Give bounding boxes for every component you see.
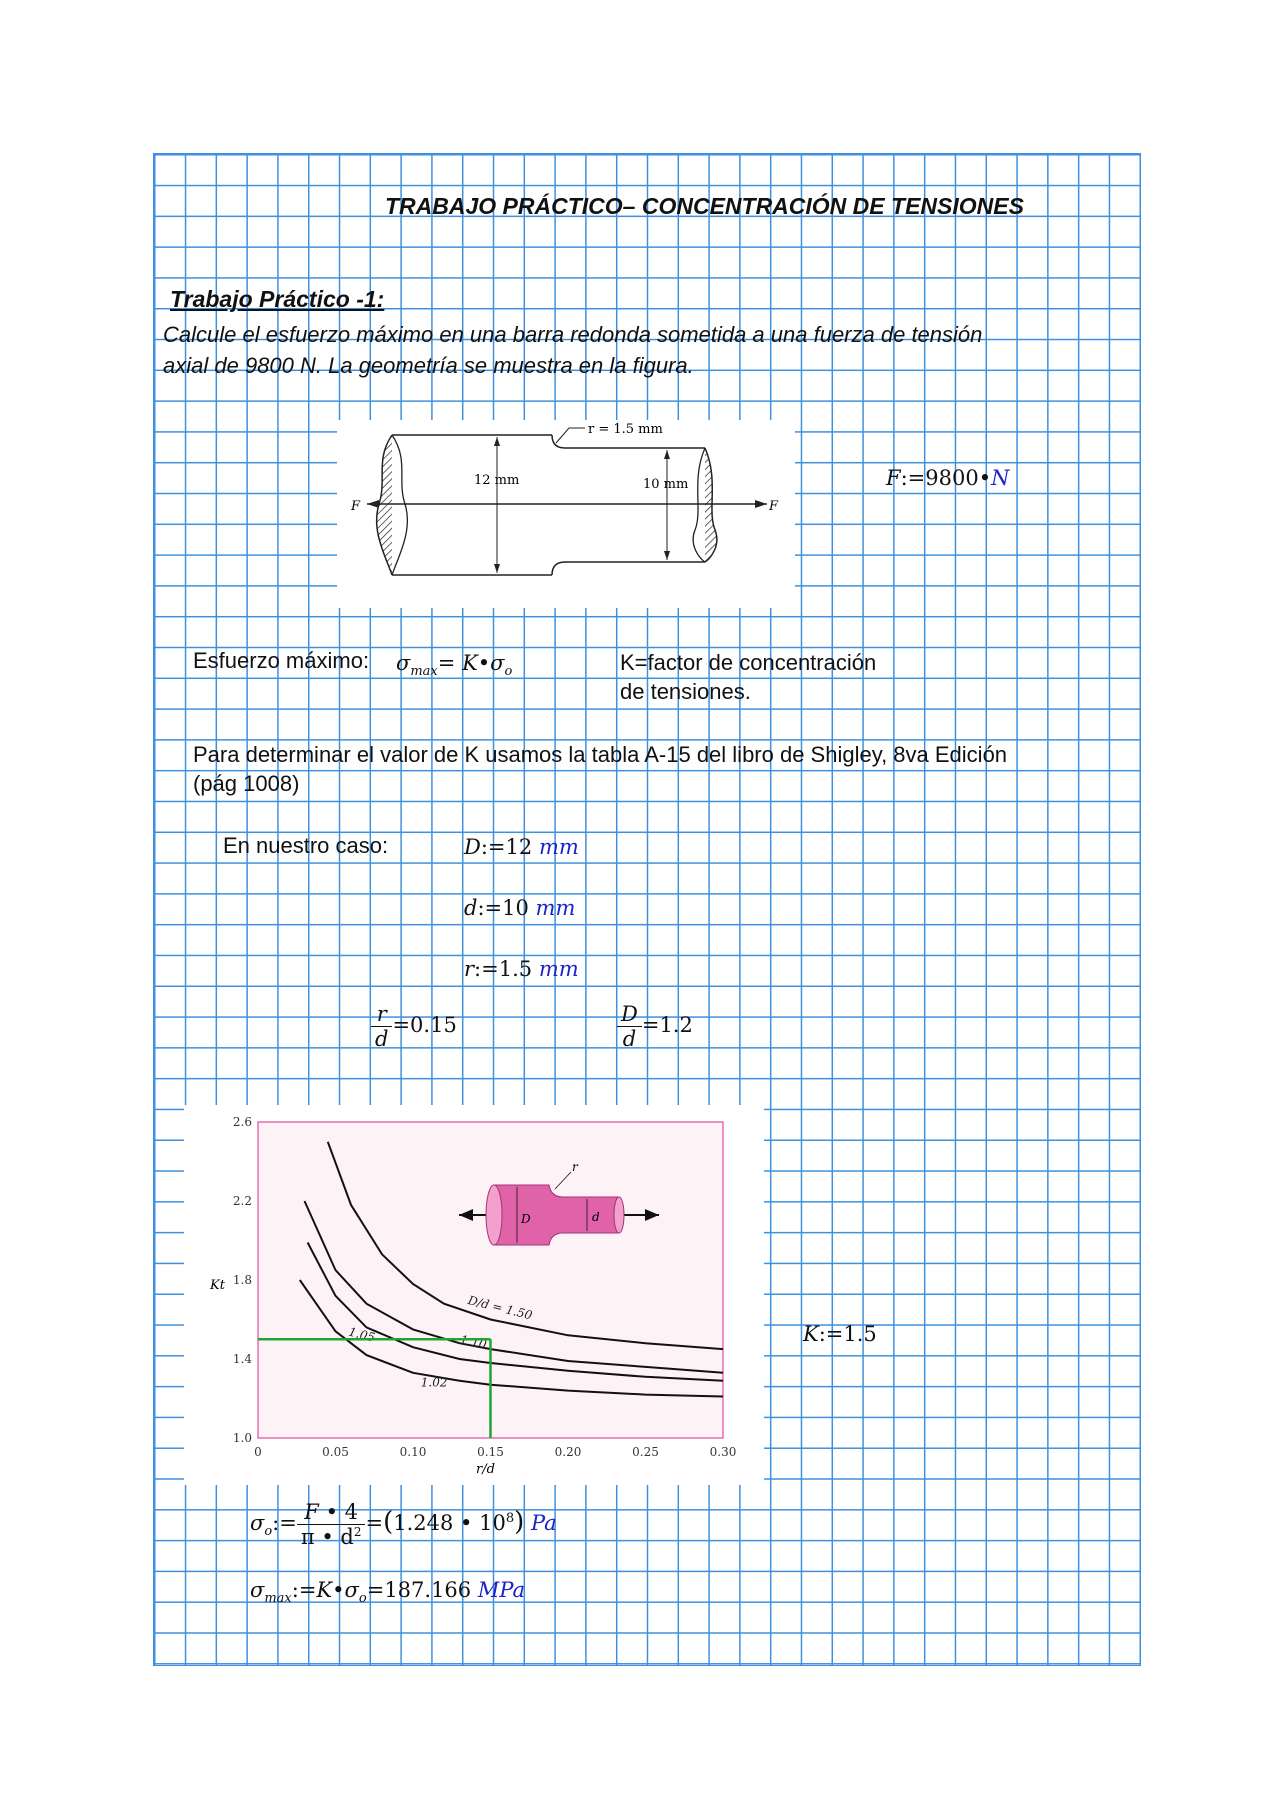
x-tick-label: 0.15 — [477, 1445, 504, 1459]
y-tick-label: 1.0 — [232, 1431, 252, 1445]
D-expression: D:=12 mm — [464, 835, 579, 859]
x-tick-label: 0.05 — [322, 1445, 349, 1459]
big-diameter-label: 12 mm — [474, 473, 520, 488]
curve-annotation: D/d = 1.50 — [466, 1293, 534, 1323]
x-tick-label: 0.30 — [709, 1445, 737, 1459]
k-definition-line-1: K=factor de concentración — [620, 650, 877, 675]
table-reference-line-1: Para determinar el valor de K usamos la tabla A-15 del libro de Shigley, 8va Edición — [193, 742, 1008, 767]
left-section-hatch — [377, 435, 392, 575]
y-tick-label: 1.8 — [232, 1273, 252, 1287]
inset-d-label: d — [592, 1210, 600, 1224]
right-arrow-head — [755, 500, 767, 508]
sigma-o-expression: $\sigma_o:=$ $\frac{F • 4}{\pi • d^2}$ =(1.248 • $10^8$) Pa — [250, 1500, 557, 1549]
y-tick-label: 2.6 — [232, 1115, 252, 1129]
x-tick-label: 0.10 — [399, 1445, 427, 1459]
left-arrow-head — [367, 500, 379, 508]
esfuerzo-label: Esfuerzo máximo: — [193, 648, 370, 673]
shaft-figure — [337, 420, 795, 608]
ratio-D-d: $\frac{D}{d}$ =1.2 — [617, 1002, 693, 1051]
problem-statement — [163, 319, 1063, 381]
y-tick-label: 1.4 — [232, 1352, 252, 1366]
shaft-figure-drawing — [337, 420, 795, 608]
small-diameter-label: 10 mm — [643, 477, 689, 492]
curve-annotation: 1.05 — [347, 1324, 377, 1345]
ratio-r-d: $\frac{r}{d}$ =0.15 — [371, 1002, 457, 1051]
force-left-label: F — [351, 499, 361, 514]
right-section-hatch — [705, 448, 717, 562]
K-expression: K:=1.5 — [803, 1322, 877, 1346]
statement-line-2: axial de 9800 N. La geometría se muestra en la figura. — [163, 353, 694, 378]
radius-label: r = 1.5 mm — [588, 422, 663, 437]
caso-label: En nuestro caso: — [223, 833, 389, 858]
x-tick-label: 0.25 — [632, 1445, 659, 1459]
y-axis-label: Kt — [210, 1278, 225, 1293]
force-expression: F:=9800•N — [886, 466, 1010, 490]
x-axis-label: r/d — [476, 1462, 495, 1477]
chart-svg — [184, 1105, 764, 1485]
curve-annotation: 1.10 — [458, 1332, 488, 1352]
sigma-max-expression: $\sigma_{max}:=K•\sigma_o=187.166$ MPa — [250, 1578, 526, 1607]
curve-annotation: 1.02 — [420, 1375, 448, 1390]
force-right-label: F — [769, 499, 779, 514]
d-expression: d:=10 mm — [464, 896, 576, 920]
table-reference — [193, 740, 1007, 798]
inset-r-label: r — [572, 1160, 578, 1174]
y-tick-label: 2.2 — [232, 1194, 252, 1208]
k-definition-line-2: de tensiones. — [620, 679, 751, 704]
esfuerzo-formula: $\sigma_{max}=$ $K•\sigma_o$ — [396, 651, 513, 680]
k-definition — [620, 648, 876, 706]
exercise-subtitle: Trabajo Práctico -1: — [170, 286, 385, 312]
x-tick-label: 0 — [254, 1445, 262, 1459]
stress-concentration-chart — [184, 1105, 764, 1485]
table-reference-line-2: (pág 1008) — [193, 771, 300, 796]
statement-line-1: Calcule el esfuerzo máximo en una barra redonda sometida a una fuerza de tensión — [163, 322, 983, 347]
page-title: TRABAJO PRÁCTICO– CONCENTRACIÓN DE TENSIONES — [385, 193, 1024, 219]
x-tick-label: 0.20 — [554, 1445, 582, 1459]
r-expression: r:=1.5 mm — [464, 957, 579, 981]
inset-D-label: D — [521, 1212, 531, 1226]
